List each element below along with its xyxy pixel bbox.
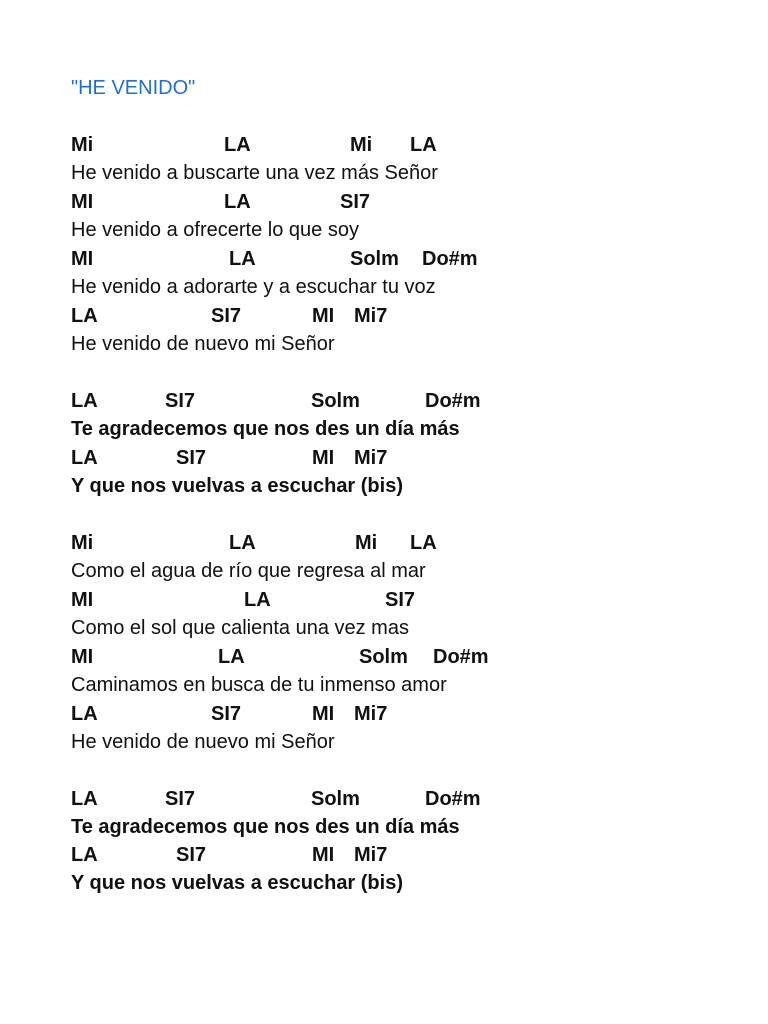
- chord: LA: [224, 191, 251, 213]
- chord: Do#m: [422, 248, 478, 270]
- chord: MI: [71, 191, 94, 213]
- chord: MI: [312, 844, 335, 866]
- chord: Mi7: [354, 305, 388, 327]
- chord: Mi: [355, 532, 378, 554]
- chord: LA: [224, 134, 251, 156]
- chord: SI7: [176, 447, 207, 469]
- chord: Solm: [311, 788, 360, 810]
- chord: LA: [410, 532, 437, 554]
- chord: LA: [71, 703, 98, 725]
- lyric-line: He venido a ofrecerte lo que soy: [71, 219, 359, 241]
- lyric-line: Caminamos en busca de tu inmenso amor: [71, 674, 447, 696]
- chord: Mi7: [354, 703, 388, 725]
- lyric-line: Como el sol que calienta una vez mas: [71, 617, 409, 639]
- chord: MI: [312, 447, 335, 469]
- chord: MI: [312, 305, 335, 327]
- chorus-line: Te agradecemos que nos des un día más: [71, 816, 460, 838]
- chord: MI: [312, 703, 335, 725]
- lyric-line: He venido de nuevo mi Señor: [71, 333, 335, 355]
- chord: MI: [71, 248, 94, 270]
- chord: Do#m: [425, 788, 481, 810]
- chord-line: [71, 700, 711, 728]
- chorus-line: Y que nos vuelvas a escuchar (bis): [71, 872, 403, 894]
- chord: LA: [71, 844, 98, 866]
- chord-line: [71, 131, 711, 159]
- chorus-line: Te agradecemos que nos des un día más: [71, 418, 460, 440]
- lyric-line: He venido a buscarte una vez más Señor: [71, 162, 438, 184]
- chord: Solm: [350, 248, 399, 270]
- chord: Mi: [350, 134, 373, 156]
- chord: LA: [229, 532, 256, 554]
- chord: SI7: [176, 844, 207, 866]
- lyric-line: Como el agua de río que regresa al mar: [71, 560, 426, 582]
- song-title: "HE VENIDO": [71, 77, 196, 99]
- chord-line: [71, 444, 711, 472]
- chord: SI7: [340, 191, 371, 213]
- lyric-line: He venido de nuevo mi Señor: [71, 731, 335, 753]
- chord: Mi: [71, 532, 94, 554]
- chord-line: [71, 188, 711, 216]
- chord-line: [71, 841, 711, 869]
- chord: SI7: [165, 390, 196, 412]
- chord: SI7: [385, 589, 416, 611]
- chord: SI7: [211, 703, 242, 725]
- chord: MI: [71, 589, 94, 611]
- chord-line: [71, 387, 711, 415]
- chord: Mi: [71, 134, 94, 156]
- chord-line: [71, 586, 711, 614]
- chord: LA: [244, 589, 271, 611]
- chord: Do#m: [425, 390, 481, 412]
- lyric-line: He venido a adorarte y a escuchar tu voz: [71, 276, 436, 298]
- chord: LA: [218, 646, 245, 668]
- chorus-line: Y que nos vuelvas a escuchar (bis): [71, 475, 403, 497]
- chord: Mi7: [354, 447, 388, 469]
- chord-line: [71, 302, 711, 330]
- chord: LA: [71, 305, 98, 327]
- chord: LA: [410, 134, 437, 156]
- chord: Mi7: [354, 844, 388, 866]
- chord: LA: [71, 447, 98, 469]
- chord-line: [71, 785, 711, 813]
- chord: MI: [71, 646, 94, 668]
- chord: LA: [229, 248, 256, 270]
- chord: LA: [71, 788, 98, 810]
- chord: SI7: [211, 305, 242, 327]
- chord: Solm: [311, 390, 360, 412]
- chord: SI7: [165, 788, 196, 810]
- chord-line: [71, 643, 711, 671]
- chord: Do#m: [433, 646, 489, 668]
- chord-line: [71, 245, 711, 273]
- chord: LA: [71, 390, 98, 412]
- chord: Solm: [359, 646, 408, 668]
- chord-line: [71, 529, 711, 557]
